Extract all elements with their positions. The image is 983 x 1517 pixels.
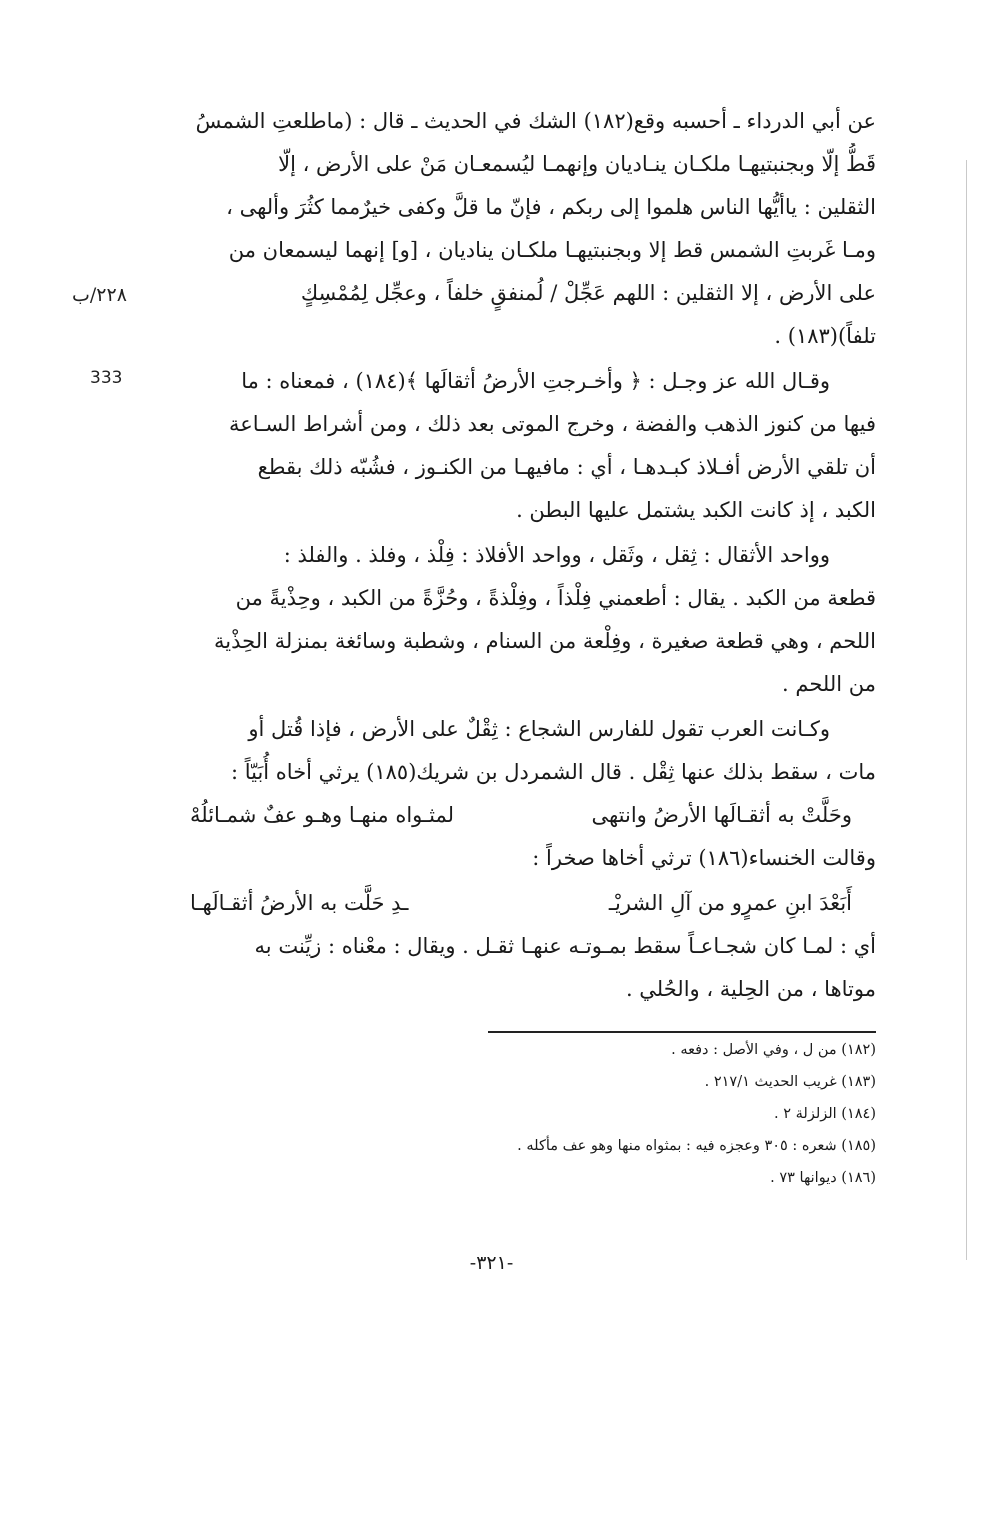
text-line: من اللحم . (782, 672, 876, 696)
text-line: أن تلقي الأرض أفـلاذ كبـدهـا ، أي : مافيهـا من الكنـوز ، فشُبّه ذلك بقطع (257, 455, 876, 479)
text-line: قطعة من الكبد . يقال : أطعمني فِلْذاً ، وفِلْذةً ، وحُزَّةً من الكبد ، وحِذْيةً من (235, 586, 876, 610)
main-text-block (160, 100, 876, 1000)
text-line: الثقلين : ياأيُّها الناس هلموا إلى ربكم ، فإنّ ما قلَّ وكفى خيرٌمما كثُرَ وألهى ، (226, 195, 876, 219)
verse-second-hemistich: ـدِ حَلَّت به الأرضُ أثقـالَهـا (190, 891, 409, 915)
text-line: عن أبي الدرداء ـ أحسبه وقع(١٨٢) الشك في الحديث ـ قال : (ماطلعتِ الشمسُ (195, 109, 876, 133)
verse-first-hemistich: أَبَعْدَ ابنِ عمرٍو من آلِ الشريْـ (608, 891, 852, 915)
text-line: وقالت الخنساء(١٨٦) ترثي أخاها صخراً : (532, 846, 876, 870)
text-line: فيها من كنوز الذهب والفضة ، وخرج الموتى بعد ذلك ، ومن أشراط السـاعة (228, 412, 876, 436)
text-line: وقـال الله عز وجـل : ﴿ وأخـرجتِ الأرضُ أثقالَها ﴾(١٨٤) ، فمعناه : ما (241, 369, 830, 393)
manuscript-folio-ref: ٢٢٨/ب (72, 284, 127, 306)
footnote: (١٨٦) ديوانها ٧٣ . (770, 1170, 876, 1186)
verse-second-hemistich: لمثـواه منهـا وهـو عفٌ شمـائلُهْ (190, 803, 455, 827)
footnote: (١٨٢) من ل ، وفي الأصل : دفعه . (671, 1042, 876, 1058)
text-line: أي : لمـا كان شجـاعـاً سقط بمـوتـه عنهـا ثقـل . ويقال : معْناه : زيِّنت به (254, 934, 876, 958)
poem-verse (160, 794, 876, 836)
text-line: موتاها ، من الحِلية ، والحُلي . (625, 977, 876, 1001)
footnote: (١٨٥) شعره : ٣٠٥ وعجزه فيه : بمثواه منها وهو عف مأكله . (517, 1138, 876, 1154)
text-line: مات ، سقط بذلك عنها ثِقْل . قال الشمردل بن شريك(١٨٥) يرثي أخاه أُبَيّاً : (230, 760, 876, 784)
footnote: (١٨٣) غريب الحديث ٢١٧/١ . (704, 1074, 876, 1090)
text-line: وواحد الأثقال : ثِقل ، وثَقل ، وواحد الأفلاذ : فِلْذ ، وفلذ . والفلذ : (283, 543, 830, 567)
text-line: وكـانت العرب تقول للفارس الشجاع : ثِقْلٌ على الأرض ، فإذا قُتل أو (248, 717, 830, 741)
scan-edge-mark (966, 160, 967, 1260)
page-number: -٣٢١- (469, 1252, 514, 1274)
poem-verse (160, 882, 876, 924)
verse-first-hemistich: وحَلَّتْ به أثقـالَها الأرضُ وانتهى (591, 803, 852, 827)
text-line: الكبد ، إذ كانت الكبد يشتمل عليها البطن . (516, 498, 876, 522)
edition-page-number: 333 (90, 368, 123, 388)
footnote-separator (488, 1031, 876, 1033)
text-line: اللحم ، وهي قطعة صغيرة ، وفِلْعة من السنام ، وشطبة وسائغة بمنزلة الحِذْية (214, 629, 876, 653)
text-line: قَطُّ إلّا وبجنبتيهـا ملكـان ينـاديان وإنهمـا ليُسمعـان مَنْ على الأرض ، إلّا (278, 152, 876, 176)
footnote: (١٨٤) الزلزلة ٢ . (774, 1106, 876, 1122)
text-line: على الأرض ، إلا الثقلين : اللهم عَجِّلْ / لُمنفقٍ خلفاً ، وعجِّل لِمُمْسِكٍ (300, 281, 876, 305)
text-line: ومـا غَربتِ الشمس قط إلا وبجنبتيهـا ملكـان يناديان ، [و] إنهما ليسمعان من (228, 238, 876, 262)
text-line: تلفاً)(١٨٣) . (774, 324, 876, 348)
